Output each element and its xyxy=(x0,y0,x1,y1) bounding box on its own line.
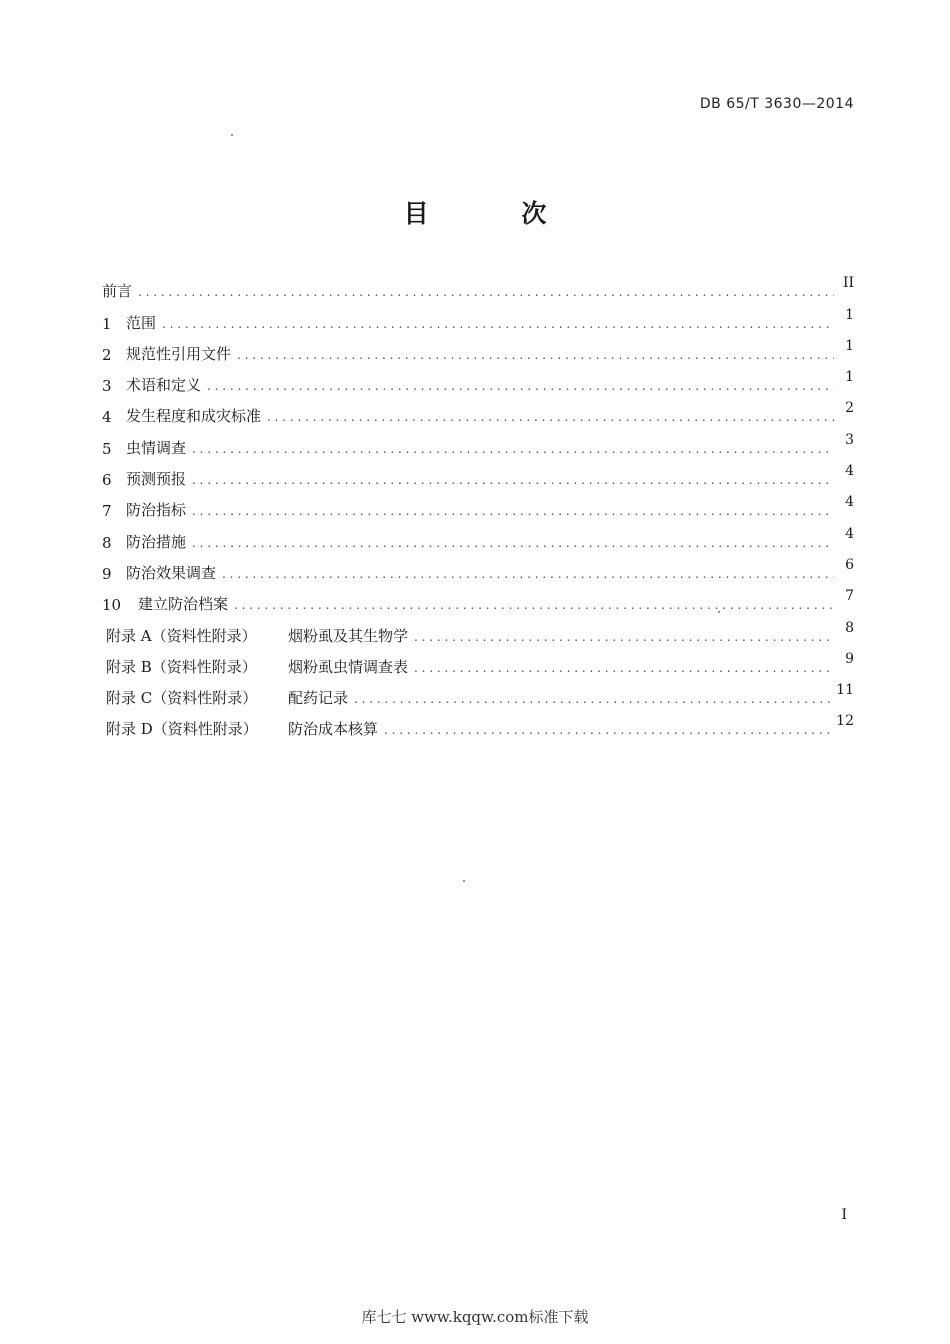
page-title: 目 次 xyxy=(403,199,589,228)
standard-code: DB 65/T 3630—2014 xyxy=(699,96,854,112)
dot-leader xyxy=(138,286,834,298)
dot-leader xyxy=(414,631,834,643)
toc-entry-number: 6 xyxy=(102,471,112,490)
toc-entry-page: 4 xyxy=(845,525,854,542)
toc-entry-7[interactable] xyxy=(102,489,854,520)
scan-speck xyxy=(718,611,720,613)
dot-leader xyxy=(192,505,834,517)
toc-entry-page: 6 xyxy=(845,556,854,573)
table-of-contents xyxy=(102,270,854,739)
toc-entry-number: 5 xyxy=(102,439,112,458)
toc-entry-label: 防治措施 xyxy=(126,532,187,551)
appendix-label: 配药记录 xyxy=(288,689,349,708)
appendix-label: 防治成本核算 xyxy=(288,720,379,739)
toc-entry-number: 2 xyxy=(102,345,112,364)
toc-entry-6[interactable] xyxy=(102,458,854,489)
toc-entry-number: 10 xyxy=(102,596,122,615)
toc-entry-10[interactable] xyxy=(102,583,854,614)
toc-entry-label: 范围 xyxy=(126,313,157,332)
page-number: I xyxy=(841,1207,847,1223)
appendix-page: 12 xyxy=(836,713,854,730)
toc-entry-number: 1 xyxy=(102,314,112,333)
toc-entry-page: II xyxy=(842,275,854,292)
dot-leader xyxy=(192,443,834,455)
appendix-label: 烟粉虱虫情调查表 xyxy=(288,657,409,676)
toc-entry-3[interactable] xyxy=(102,364,854,395)
scan-speck xyxy=(231,134,233,136)
toc-entry-8[interactable] xyxy=(102,520,854,551)
toc-entry-5[interactable] xyxy=(102,426,854,457)
toc-entry-page: 1 xyxy=(845,306,854,323)
dot-leader xyxy=(222,568,834,580)
toc-entry-page: 4 xyxy=(845,494,854,511)
dot-leader xyxy=(414,662,834,674)
appendix-page: 11 xyxy=(836,682,854,699)
toc-appendix-d[interactable] xyxy=(102,708,854,739)
toc-appendix-b[interactable] xyxy=(102,646,854,677)
appendix-prefix: 附录 C（资料性附录） xyxy=(106,689,258,708)
watermark-text: 库七七 www.kqqw.com标准下载 xyxy=(361,1308,589,1326)
toc-entry-number: 4 xyxy=(102,408,112,427)
toc-entry-label: 规范性引用文件 xyxy=(126,344,232,363)
toc-entry-label: 虫情调查 xyxy=(126,438,187,457)
appendix-page: 9 xyxy=(845,650,854,667)
toc-entry-number: 7 xyxy=(102,502,112,521)
toc-entry-2[interactable] xyxy=(102,333,854,364)
toc-entry-page: 3 xyxy=(845,431,854,448)
toc-entry-number: 3 xyxy=(102,377,112,396)
toc-entry-label: 预测预报 xyxy=(126,470,187,489)
dot-leader xyxy=(192,537,834,549)
toc-entry-label: 建立防治档案 xyxy=(138,595,229,614)
scan-speck xyxy=(463,880,465,882)
toc-entry-label: 发生程度和成灾标准 xyxy=(126,407,262,426)
dot-leader xyxy=(162,318,834,330)
dot-leader xyxy=(234,599,834,611)
toc-entry-page: 4 xyxy=(845,463,854,480)
toc-entry-label: 前言 xyxy=(102,282,133,301)
dot-leader xyxy=(267,411,834,423)
dot-leader xyxy=(384,724,830,736)
toc-entry-page: 1 xyxy=(845,337,854,354)
appendix-prefix: 附录 A（资料性附录） xyxy=(106,626,257,645)
dot-leader xyxy=(237,349,834,361)
dot-leader xyxy=(207,380,834,392)
dot-leader xyxy=(192,474,834,486)
toc-entry-1[interactable] xyxy=(102,301,854,332)
toc-entry-number: 9 xyxy=(102,564,112,583)
toc-entry-foreword[interactable] xyxy=(102,270,854,301)
dot-leader xyxy=(354,693,830,705)
appendix-page: 8 xyxy=(845,619,854,636)
appendix-prefix: 附录 B（资料性附录） xyxy=(106,657,257,676)
toc-entry-4[interactable] xyxy=(102,395,854,426)
toc-entry-number: 8 xyxy=(102,533,112,552)
toc-appendix-c[interactable] xyxy=(102,677,854,708)
toc-entry-9[interactable] xyxy=(102,552,854,583)
toc-entry-label: 防治指标 xyxy=(126,501,187,520)
toc-entry-page: 1 xyxy=(845,369,854,386)
appendix-label: 烟粉虱及其生物学 xyxy=(288,626,409,645)
toc-entry-page: 7 xyxy=(845,588,854,605)
toc-entry-label: 防治效果调查 xyxy=(126,563,217,582)
toc-entry-page: 2 xyxy=(845,400,854,417)
toc-appendix-a[interactable] xyxy=(102,614,854,645)
appendix-prefix: 附录 D（资料性附录） xyxy=(106,720,258,739)
toc-entry-label: 术语和定义 xyxy=(126,376,202,395)
